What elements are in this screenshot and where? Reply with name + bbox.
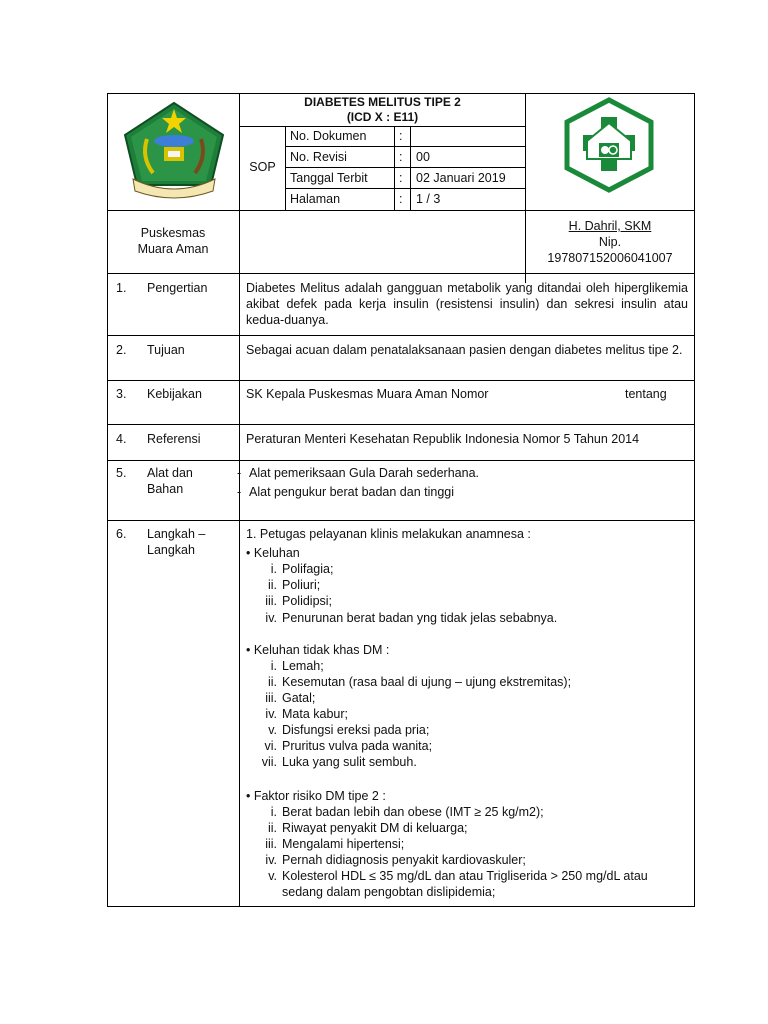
sop-divider <box>285 126 286 210</box>
meta-row-line <box>285 146 525 147</box>
list-num: i. <box>270 659 277 673</box>
icd-code: (ICD X : E11) <box>346 110 419 124</box>
table-border-right <box>694 93 695 907</box>
org-name-line1: Puskesmas <box>140 226 206 240</box>
row-line-org <box>107 273 695 274</box>
meta-sep: : <box>399 150 403 164</box>
list-item: Pernah didiagnosis penyakit kardiovaskuler; <box>282 853 526 867</box>
step-1-text: 1. Petugas pelayanan klinis melakukan anamnesa : <box>246 527 531 541</box>
list-item: Berat badan lebih dan obese (IMT ≥ 25 kg/m2); <box>282 805 544 819</box>
meta-sep-col-left <box>394 126 395 210</box>
list-item: Disfungsi ereksi pada pria; <box>282 723 430 737</box>
sop-document <box>107 93 695 907</box>
table-border-bottom <box>107 906 695 907</box>
section-label-pengertian: Pengertian <box>147 281 208 295</box>
list-num: iii. <box>265 594 277 608</box>
list-item: Mengalami hipertensi; <box>282 837 405 851</box>
section-label-alat-line2: Bahan <box>147 482 184 496</box>
section-label-tujuan: Tujuan <box>147 343 185 357</box>
org-name-line2: Muara Aman <box>137 242 209 256</box>
list-item: Alat pengukur berat badan dan tinggi <box>249 485 455 499</box>
section-text-referensi: Peraturan Menteri Kesehatan Republik Indonesia Nomor 5 Tahun 2014 <box>246 432 640 446</box>
list-item: Luka yang sulit sembuh. <box>282 755 417 769</box>
title-divider <box>239 126 525 127</box>
list-num: iv. <box>265 853 277 867</box>
row-line-1 <box>107 335 695 336</box>
meta-row-line <box>285 167 525 168</box>
document-title: DIABETES MELITUS TIPE 2 <box>304 95 461 109</box>
list-item: Kesemutan (rasa baal di ujung – ujung ekstremitas); <box>282 675 572 689</box>
section-text-kebijakan-tentang: tentang <box>625 387 667 401</box>
meta-value-halaman: 1 / 3 <box>416 192 441 206</box>
list-num: i. <box>270 805 277 819</box>
list-item: Penurunan berat badan yng tidak jelas sebabnya. <box>282 611 558 625</box>
meta-sep-col-right <box>410 126 411 210</box>
list-dash: - <box>237 466 242 480</box>
list-num: vi. <box>264 739 277 753</box>
meta-label-no-dokumen: No. Dokumen <box>290 129 367 143</box>
list-item: Riwayat penyakit DM di keluarga; <box>282 821 468 835</box>
list-item: Poliuri; <box>282 578 321 592</box>
section-label-referensi: Referensi <box>147 432 201 446</box>
list-num: vii. <box>261 755 277 769</box>
signer-name: H. Dahril, SKM <box>568 219 652 233</box>
section-number: 5. <box>116 466 127 480</box>
group-title-keluhan: • Keluhan <box>246 546 300 560</box>
meta-row-line <box>285 188 525 189</box>
row-line-5 <box>107 520 695 521</box>
sop-label: SOP <box>249 160 276 174</box>
list-item: Mata kabur; <box>282 707 349 721</box>
row-line-2 <box>107 380 695 381</box>
section-number: 2. <box>116 343 127 357</box>
list-num: iv. <box>265 611 277 625</box>
meta-label-halaman: Halaman <box>290 192 341 206</box>
list-item: Gatal; <box>282 691 316 705</box>
list-num: ii. <box>267 675 277 689</box>
list-item: Alat pemeriksaan Gula Darah sederhana. <box>249 466 479 480</box>
puskesmas-cross-logo-icon <box>559 97 659 193</box>
section-label-kebijakan: Kebijakan <box>147 387 202 401</box>
row-line-3 <box>107 424 695 425</box>
group-title-keluhan-tidak-khas: • Keluhan tidak khas DM : <box>246 643 390 657</box>
meta-sep: : <box>399 192 403 206</box>
list-num: i. <box>270 562 277 576</box>
meta-value-tanggal-terbit: 02 Januari 2019 <box>416 171 506 185</box>
list-item: Pruritus vulva pada wanita; <box>282 739 433 753</box>
section-text-pengertian: Diabetes Melitus adalah gangguan metabolik yang ditandai oleh hiperglikemia akibat defek pada kerja insulin (resistensi insulin) dan sekresi insulin atau kedua-duanya. <box>246 281 688 327</box>
kabupaten-lebong-emblem-icon <box>119 99 229 203</box>
meta-value-no-revisi: 00 <box>416 150 430 164</box>
list-num: ii. <box>267 821 277 835</box>
list-num: ii. <box>267 578 277 592</box>
table-border-left <box>107 93 108 907</box>
list-num: v. <box>268 723 277 737</box>
list-item: Lemah; <box>282 659 324 673</box>
section-number: 4. <box>116 432 127 446</box>
list-item: Polidipsi; <box>282 594 333 608</box>
list-item: Kolesterol HDL ≤ 35 mg/dL dan atau Trigliserida > 250 mg/dL atau <box>282 869 648 883</box>
meta-sep: : <box>399 171 403 185</box>
signer-nip-label: Nip. <box>598 235 622 249</box>
section-text-tujuan: Sebagai acuan dalam penatalaksanaan pasien dengan diabetes melitus tipe 2. <box>246 343 683 357</box>
list-num: v. <box>268 869 277 883</box>
meta-sep: : <box>399 129 403 143</box>
section-label-alat-line1: Alat dan <box>147 466 193 480</box>
table-divider-column <box>239 93 240 907</box>
section-label-langkah-line1: Langkah – <box>147 527 206 541</box>
section-number: 6. <box>116 527 127 541</box>
list-num: iv. <box>265 707 277 721</box>
meta-label-no-revisi: No. Revisi <box>290 150 347 164</box>
section-label-langkah-line2: Langkah <box>147 543 195 557</box>
signer-nip: 197807152006041007 <box>547 251 673 265</box>
list-dash: - <box>237 485 242 499</box>
section-number: 1. <box>116 281 127 295</box>
list-num: iii. <box>265 691 277 705</box>
list-num: iii. <box>265 837 277 851</box>
section-number: 3. <box>116 387 127 401</box>
meta-label-tanggal-terbit: Tanggal Terbit <box>290 171 368 185</box>
row-line-header <box>107 210 695 211</box>
list-item: Polifagia; <box>282 562 334 576</box>
group-title-faktor-risiko: • Faktor risiko DM tipe 2 : <box>246 789 386 803</box>
list-item-continuation: sedang dalam pengobtan dislipidemia; <box>282 885 496 899</box>
section-text-kebijakan: SK Kepala Puskesmas Muara Aman Nomor <box>246 387 489 401</box>
row-line-4 <box>107 460 695 461</box>
